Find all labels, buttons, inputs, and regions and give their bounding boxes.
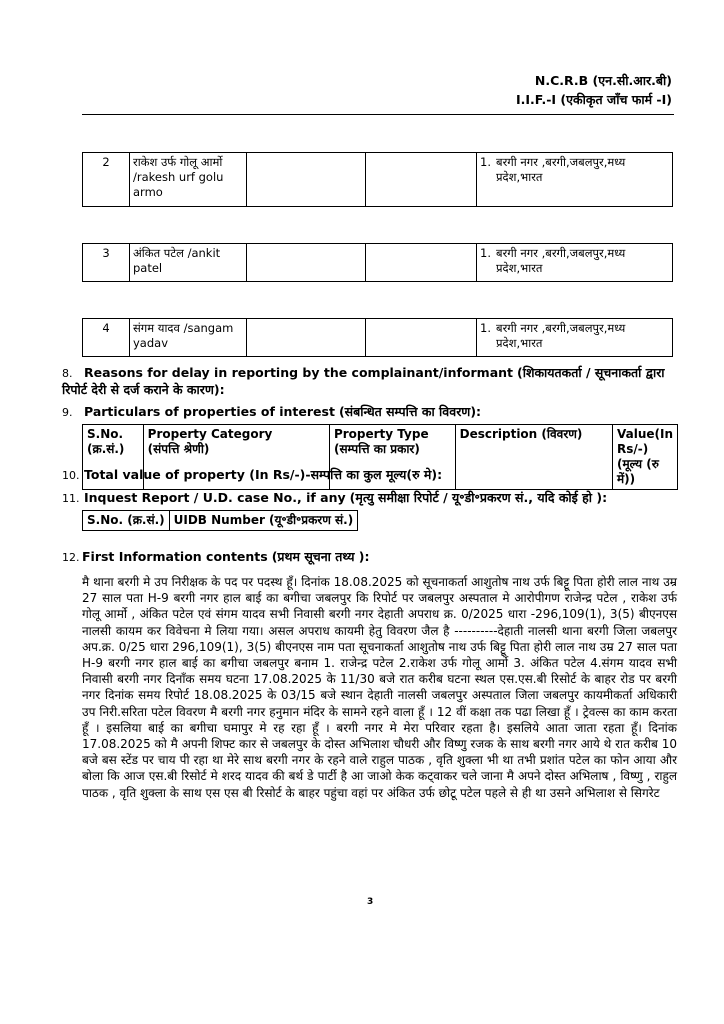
section-11-inquest — [62, 490, 607, 507]
empty-cell — [366, 244, 477, 282]
accused-address — [477, 319, 673, 357]
section-label-hindi: सम्पत्ति का कुल मूल्य(रु मे): — [310, 467, 443, 482]
first-information-text: मै थाना बरगी मे उप निरीक्षक के पद पर पदस्थ हूँ। दिनांक 18.08.2025 को सूचनाकर्ता आशुतोष नाथ उर्फ बिट्टू पिता होरी लाल नाथ उम्र 27 साल पता H-9 बरगी नगर हाल बाई का बगीचा जबलपुर कि रिपोर्ट पर जबलपुर अस्पताल मे आरोपीगण राजेन्द्र पटेल , राकेश उर्फ गोलू आर्मो , अंकित पटेल एवं संगम यादव सभी निवासी बरगी नगर देहाती अपराध क्र. 0/2025 धारा -296,109(1), 3(5) बीएनएस नालसी कायम कर विवेचना मे लिया गया। असल अपराध कायमी हेतु विवरण जैल है ----------देहाती नालसी थाना बरगी जिला जबलपुर अप.क्र. 0/25 धारा 296,109(1), 3(5) बीएनएस नाम पता सूचनाकर्ता आशुतोष नाथ उर्फ बिट्टू पिता होरी लाल नाथ उम्र 27 साल पता H-9 बरगी नगर हाल बाई का बगीचा जबलपुर बनाम 1. राजेन्द्र पटेल 2.राकेश उर्फ गोलू आर्मो 3. अंकित पटेल 4.संगम यादव सभी निवासी बरगी नगर दिनाँक समय घटना 17.08.2025 के 11/30 बजे रात करीब घटना स्थल एस.एस.बी रिसोर्ट के बाहर रोड पर बरगी नगर दिनांक समय रिपोर्ट 18.08.2025 के 03/15 बजे स्थान देहाती नालसी जबलपुर अस्पताल जिला जबलपुर कायमीकर्ता अधिकारी उप निरी.सरिता पटेल विवरण मै बरगी नगर हनुमान मंदिर के सामने रहने वाला हूँ । 12 वीं कक्षा तक पढा लिखा हूँ । ट्रेवल्स का काम करता हूँ । इसलिया बाई का बगीचा घमापुर मे रह रहा हूँ । बरगी नगर मे मेरा परिवार रहता है। इसलिये आता जाता रहता हूँ। दिनांक 17.08.2025 को मै अपनी शिफ्ट कार से जबलपुर के दोस्त अभिलाश चौधरी और विष्णु रजक के साथ बरगी नगर आये थे रात करीब 10 बजे बस स्टेंड पर चाय पी रहा था मेरे साथ बरगी नगर के रहने वाले राहुल पाठक , वृति शुक्ला भी था तभी प्रशांत पटेल का फोन आया और बोला कि आज एस.बी रिसोर्ट मे शरद यादव की बर्थ डे पार्टी है आ जाओ केक कट्वाकर चले जाना मै अपने दोस्त अभिलाष , विष्णु , राहुल पाठक , वृति शुक्ला के साथ एस एस बी रिसोर्ट के बाहर पहुंचा वहां पर अंकित उर्फ छोटू पटेल पहले से ही था उसने अभिलाश से सिगरेट — [82, 575, 677, 800]
section-label: Inquest Report / U.D. case No., if any — [84, 490, 346, 505]
accused-table-row-2 — [82, 152, 673, 207]
empty-cell — [247, 319, 366, 357]
address-number: 1. — [480, 321, 491, 335]
page-number: 3 — [367, 897, 374, 907]
section-number: 11. — [62, 492, 80, 505]
section-label-hindi: (मृत्यु समीक्षा रिपोर्ट / यू॰डी॰प्रकरण सं., यदि कोई हो ): — [349, 490, 608, 505]
accused-name: राकेश उर्फ गोलू आर्मो /rakesh urf golu armo — [130, 153, 247, 207]
empty-cell — [366, 319, 477, 357]
section-label: Total value of property (In Rs/-)- — [84, 467, 311, 482]
section-label: First Information contents — [82, 549, 268, 564]
table-row — [83, 153, 673, 207]
address-text: बरगी नगर ,बरगी,जबलपुर,मध्य प्रदेश,भारत — [496, 155, 626, 184]
address-text: बरगी नगर ,बरगी,जबलपुर,मध्य प्रदेश,भारत — [496, 246, 626, 275]
section-10-total-value — [62, 467, 442, 484]
accused-table-row-4 — [82, 318, 673, 357]
section-label-hindi: (प्रथम सूचना तथ्य ): — [271, 549, 370, 564]
header-sno: S.No. (क्र.सं.) — [83, 511, 170, 531]
address-text: बरगी नगर ,बरगी,जबलपुर,मध्य प्रदेश,भारत — [496, 321, 626, 350]
header-property-category: Property Category (संपत्ति श्रेणी) — [143, 425, 329, 490]
table-row — [83, 244, 673, 282]
empty-cell — [366, 153, 477, 207]
section-9-properties — [62, 404, 481, 421]
accused-table-row-3 — [82, 243, 673, 282]
section-number: 9. — [62, 406, 73, 419]
accused-name: अंकित पटेल /ankit patel — [130, 244, 247, 282]
accused-address — [477, 244, 673, 282]
accused-name: संगम यादव /sangam yadav — [130, 319, 247, 357]
accused-address — [477, 153, 673, 207]
empty-cell — [247, 153, 366, 207]
header-ncrb: N.C.R.B (एन.सी.आर.बी) — [534, 73, 672, 88]
accused-sno: 3 — [83, 244, 130, 282]
header-description: Description (विवरण) — [455, 425, 612, 490]
section-label-hindi: (शिकायतकर्ता / सूचनाकर्ता द्वारा रिपोर्ट देरी से दर्ज कराने के कारण): — [62, 365, 665, 397]
address-number: 1. — [480, 155, 491, 169]
table-row — [83, 319, 673, 357]
section-number: 12. — [62, 551, 80, 564]
header-iif: I.I.F.-I (एकीकृत जाँच फार्म -I) — [515, 92, 672, 107]
section-label-hindi: (संबन्धित सम्पत्ति का विवरण): — [338, 404, 482, 419]
header-property-type: Property Type (सम्पत्ति का प्रकार) — [329, 425, 455, 490]
section-number: 8. — [62, 367, 73, 380]
table-header-row — [83, 511, 358, 531]
section-label: Particulars of properties of interest — [84, 404, 335, 419]
header-uidb-number: UIDB Number (यू॰डी॰प्रकरण सं.) — [169, 511, 358, 531]
section-12-first-information — [62, 549, 370, 566]
empty-cell — [247, 244, 366, 282]
header-rule — [82, 114, 674, 115]
address-number: 1. — [480, 246, 491, 260]
accused-sno: 4 — [83, 319, 130, 357]
inquest-table — [82, 510, 358, 531]
accused-sno: 2 — [83, 153, 130, 207]
header-sno: S.No. (क्र.सं.) — [83, 425, 144, 490]
header-value: Value(In Rs/-) (मूल्य (रु में)) — [612, 425, 677, 490]
section-8-delay-reasons — [62, 365, 677, 398]
section-number: 10. — [62, 469, 80, 482]
section-label: Reasons for delay in reporting by the complainant/informant — [84, 365, 514, 380]
